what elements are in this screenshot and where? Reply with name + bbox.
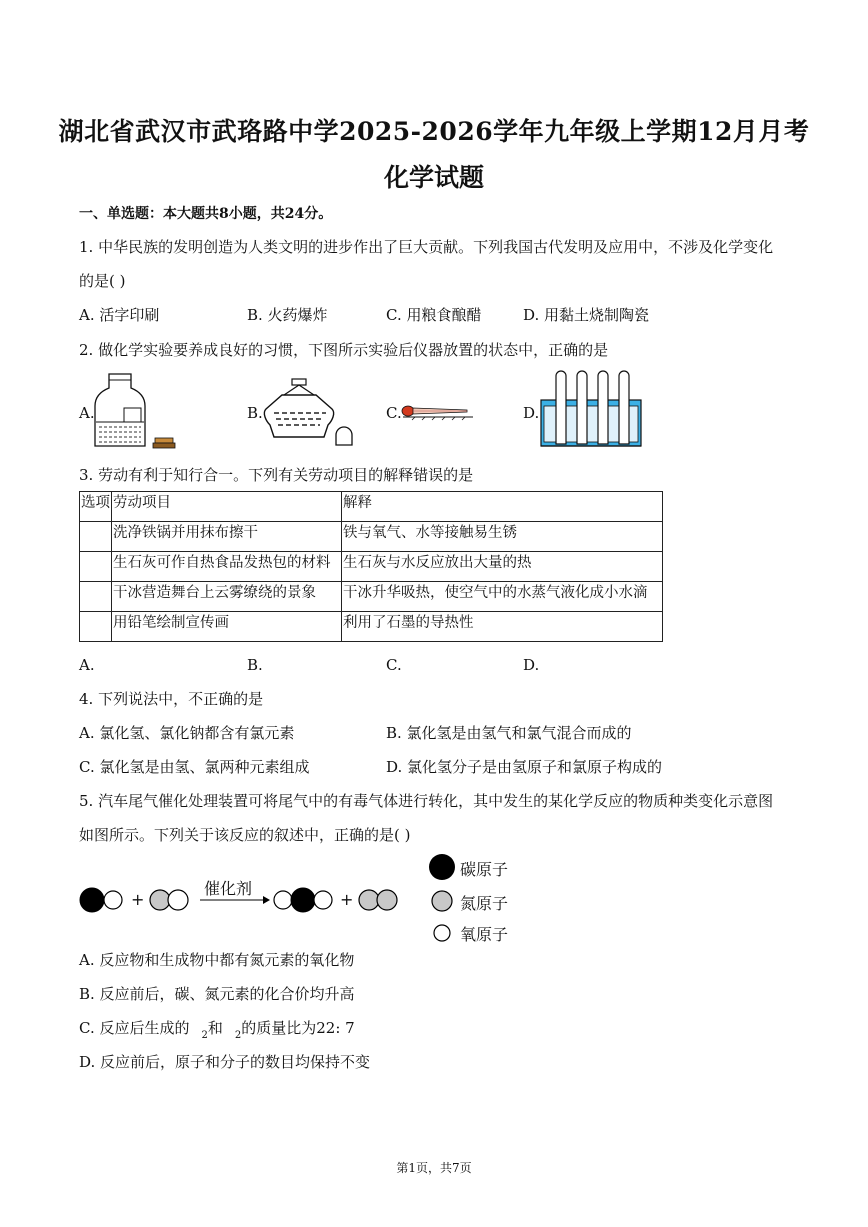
q2-label-d: D. xyxy=(523,404,540,422)
table-header-row xyxy=(80,492,663,522)
q3-stem: 3. 劳动有利于知行合一。下列有关劳动项目的解释错误的是 xyxy=(79,466,474,484)
table-cell: 铁与氧气、水等接触易生锈 xyxy=(342,522,663,552)
section-header: 一、单选题：本大题共8小题，共24分。 xyxy=(79,206,333,222)
atom-legend-symbols xyxy=(428,852,458,947)
table-row xyxy=(80,582,663,612)
table-row xyxy=(80,612,663,642)
table-cell: 利用了石墨的导热性 xyxy=(342,612,663,642)
q5-option-a: A. 反应物和生成物中都有氮元素的氧化物 xyxy=(79,951,355,969)
table-header-cell: 劳动项目 xyxy=(112,492,342,522)
exam-subtitle: 化学试题 xyxy=(383,163,484,192)
table-row xyxy=(80,522,663,552)
q5-stem-line1: 5. 汽车尾气催化处理装置可将尾气中的有毒气体进行转化，其中发生的某化学反应的物质种类变化示意图 xyxy=(79,792,774,810)
test-tube-rack-image xyxy=(540,372,645,450)
q2-stem: 2. 做化学实验要养成良好的习惯，下图所示实验后仪器放置的状态中，正确的是 xyxy=(79,341,609,359)
q1-stem-line2: 的是( ) xyxy=(79,272,126,290)
q4-option-c: C. 氯化氢是由氢、氯两种元素组成 xyxy=(79,758,310,776)
q5-option-c-part1: C. 反应后生成的 xyxy=(79,1019,190,1037)
q5-option-b: B. 反应前后，碳、氮元素的化合价均升高 xyxy=(79,985,355,1003)
alcohol-lamp-image xyxy=(262,377,357,447)
table-cell xyxy=(80,582,112,612)
table-cell: 干冰营造舞台上云雾缭绕的景象 xyxy=(112,582,342,612)
exam-title: 湖北省武汉市武珞路中学2025-2026学年九年级上学期12月月考 xyxy=(58,117,810,146)
legend-nitrogen: 氮原子 xyxy=(460,894,509,913)
q5-option-c xyxy=(79,1018,355,1041)
table-cell xyxy=(80,522,112,552)
q1-option-c: C. 用粮食酿醋 xyxy=(386,306,482,324)
q1-option-d: D. 用黏土烧制陶瓷 xyxy=(523,306,650,324)
q3-table xyxy=(79,491,663,642)
q1-option-a: A. 活字印刷 xyxy=(79,306,160,324)
dropper-image xyxy=(401,404,476,420)
table-header-cell: 选项 xyxy=(80,492,112,522)
q5-stem-line2: 如图所示。下列关于该反应的叙述中，正确的是( ) xyxy=(79,826,411,844)
q2-label-c: C. xyxy=(386,404,402,422)
table-cell: 生石灰可作自热食品发热包的材料 xyxy=(112,552,342,582)
page-footer: 第1页，共7页 xyxy=(396,1161,472,1175)
table-cell: 干冰升华吸热，使空气中的水蒸气液化成小水滴 xyxy=(342,582,663,612)
table-cell: 生石灰与水反应放出大量的热 xyxy=(342,552,663,582)
table-cell: 洗净铁锅并用抹布擦干 xyxy=(112,522,342,552)
plus-sign-1: + xyxy=(131,890,145,909)
q3-option-c: C. xyxy=(386,656,402,674)
q4-option-b: B. 氯化氢是由氢气和氯气混合而成的 xyxy=(386,724,632,742)
legend-oxygen: 氧原子 xyxy=(460,925,509,944)
table-cell xyxy=(80,552,112,582)
q3-option-d: D. xyxy=(523,656,540,674)
table-row xyxy=(80,552,663,582)
q3-option-b: B. xyxy=(247,656,263,674)
plus-sign-2: + xyxy=(340,890,354,909)
q5-option-c-mid: 和 xyxy=(207,1019,223,1037)
q4-stem: 4. 下列说法中，不正确的是 xyxy=(79,690,264,708)
q5-option-c-sub2: 2 xyxy=(234,1030,242,1041)
q2-label-a: A. xyxy=(79,404,95,422)
legend-carbon: 碳原子 xyxy=(460,860,509,879)
table-cell: 用铅笔绘制宣传画 xyxy=(112,612,342,642)
q1-option-b: B. 火药爆炸 xyxy=(247,306,328,324)
q4-option-d: D. 氯化氢分子是由氢原子和氯原子构成的 xyxy=(386,758,663,776)
reagent-bottle-image xyxy=(95,372,180,452)
q4-option-a: A. 氯化氢、氯化钠都含有氯元素 xyxy=(79,724,295,742)
table-header-cell: 解释 xyxy=(342,492,663,522)
q5-option-c-part2: 的质量比为22: 7 xyxy=(241,1019,355,1037)
q5-option-d: D. 反应前后，原子和分子的数目均保持不变 xyxy=(79,1053,371,1071)
catalyst-label: 催化剂 xyxy=(204,879,253,898)
q2-label-b: B. xyxy=(247,404,263,422)
table-cell xyxy=(80,612,112,642)
q1-stem-line1: 1. 中华民族的发明创造为人类文明的进步作出了巨大贡献。下列我国古代发明及应用中，不涉及化学变化 xyxy=(79,238,774,256)
q5-option-c-sub1: 2 xyxy=(201,1030,208,1041)
q3-option-a: A. xyxy=(79,656,95,674)
